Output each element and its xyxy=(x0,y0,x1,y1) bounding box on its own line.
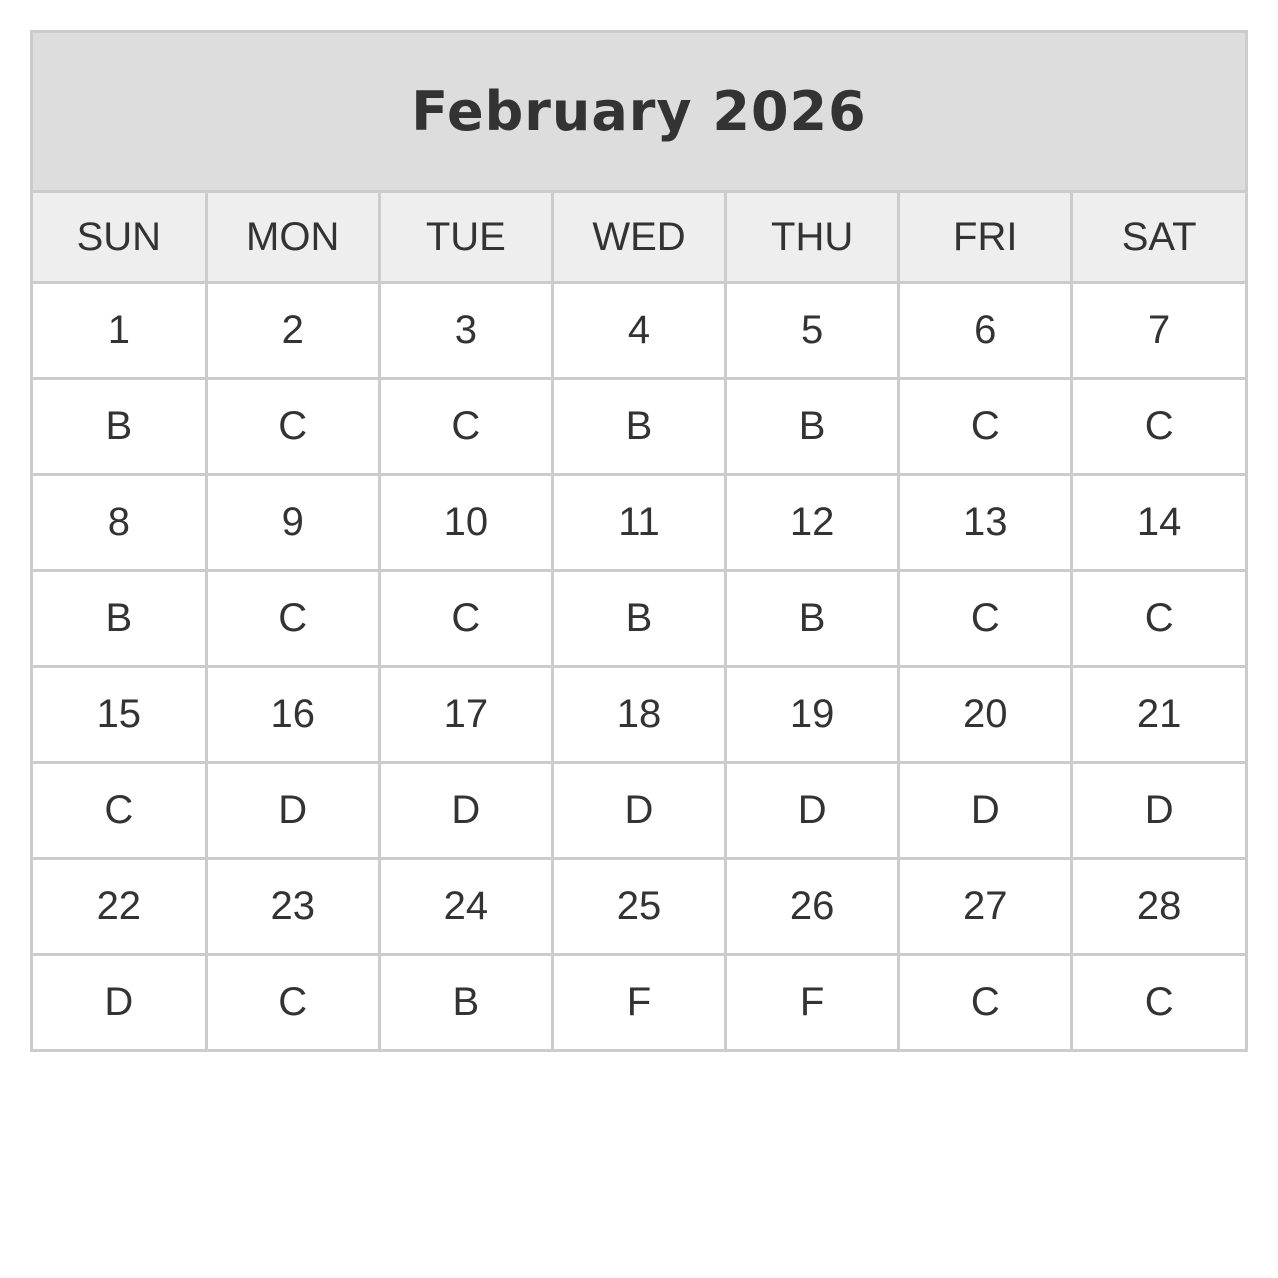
grade-cell: C xyxy=(899,379,1072,475)
grade-row xyxy=(33,379,1245,475)
calendar-header xyxy=(33,33,1245,193)
weekday-mon: MON xyxy=(206,193,379,283)
date-row xyxy=(33,283,1245,379)
grade-cell: F xyxy=(726,955,899,1050)
grade-cell: C xyxy=(1072,379,1245,475)
grade-cell: C xyxy=(379,571,552,667)
date-cell[interactable]: 22 xyxy=(33,859,206,955)
grade-cell: D xyxy=(726,763,899,859)
grade-row xyxy=(33,571,1245,667)
date-cell[interactable]: 25 xyxy=(552,859,725,955)
date-cell[interactable]: 26 xyxy=(726,859,899,955)
date-row xyxy=(33,475,1245,571)
grade-cell: C xyxy=(1072,955,1245,1050)
weekday-sat: SAT xyxy=(1072,193,1245,283)
date-cell[interactable]: 10 xyxy=(379,475,552,571)
grade-cell: B xyxy=(552,379,725,475)
date-cell[interactable]: 19 xyxy=(726,667,899,763)
grade-cell: D xyxy=(1072,763,1245,859)
grade-cell: D xyxy=(899,763,1072,859)
grade-cell: C xyxy=(899,571,1072,667)
grade-cell: F xyxy=(552,955,725,1050)
grade-cell: C xyxy=(1072,571,1245,667)
date-cell[interactable]: 28 xyxy=(1072,859,1245,955)
date-row xyxy=(33,667,1245,763)
date-cell[interactable]: 9 xyxy=(206,475,379,571)
date-cell[interactable]: 27 xyxy=(899,859,1072,955)
date-cell[interactable]: 18 xyxy=(552,667,725,763)
date-cell[interactable]: 20 xyxy=(899,667,1072,763)
date-row xyxy=(33,859,1245,955)
grade-cell: D xyxy=(206,763,379,859)
grade-row xyxy=(33,955,1245,1050)
grade-row xyxy=(33,763,1245,859)
grade-cell: D xyxy=(379,763,552,859)
date-cell[interactable]: 11 xyxy=(552,475,725,571)
grade-cell: B xyxy=(33,571,206,667)
grade-cell: B xyxy=(33,379,206,475)
date-cell[interactable]: 17 xyxy=(379,667,552,763)
date-cell[interactable]: 12 xyxy=(726,475,899,571)
grade-cell: C xyxy=(379,379,552,475)
date-cell[interactable]: 21 xyxy=(1072,667,1245,763)
date-cell[interactable]: 24 xyxy=(379,859,552,955)
grade-cell: C xyxy=(206,571,379,667)
weekday-sun: SUN xyxy=(33,193,206,283)
date-cell[interactable]: 15 xyxy=(33,667,206,763)
weekday-thu: THU xyxy=(726,193,899,283)
calendar xyxy=(30,30,1248,1052)
weekday-fri: FRI xyxy=(899,193,1072,283)
grade-cell: D xyxy=(33,955,206,1050)
grade-cell: C xyxy=(206,379,379,475)
date-cell[interactable]: 16 xyxy=(206,667,379,763)
date-cell[interactable]: 4 xyxy=(552,283,725,379)
date-cell[interactable]: 2 xyxy=(206,283,379,379)
grade-cell: B xyxy=(379,955,552,1050)
calendar-grid xyxy=(33,193,1245,1049)
grade-cell: C xyxy=(206,955,379,1050)
date-cell[interactable]: 1 xyxy=(33,283,206,379)
grade-cell: C xyxy=(899,955,1072,1050)
grade-cell: D xyxy=(552,763,725,859)
date-cell[interactable]: 13 xyxy=(899,475,1072,571)
weekday-tue: TUE xyxy=(379,193,552,283)
grade-cell: B xyxy=(726,379,899,475)
date-cell[interactable]: 6 xyxy=(899,283,1072,379)
date-cell[interactable]: 7 xyxy=(1072,283,1245,379)
date-cell[interactable]: 23 xyxy=(206,859,379,955)
date-cell[interactable]: 8 xyxy=(33,475,206,571)
grade-cell: B xyxy=(726,571,899,667)
weekday-row xyxy=(33,193,1245,283)
calendar-title: February 2026 xyxy=(411,80,867,143)
date-cell[interactable]: 14 xyxy=(1072,475,1245,571)
date-cell[interactable]: 3 xyxy=(379,283,552,379)
weekday-wed: WED xyxy=(552,193,725,283)
grade-cell: B xyxy=(552,571,725,667)
date-cell[interactable]: 5 xyxy=(726,283,899,379)
grade-cell: C xyxy=(33,763,206,859)
